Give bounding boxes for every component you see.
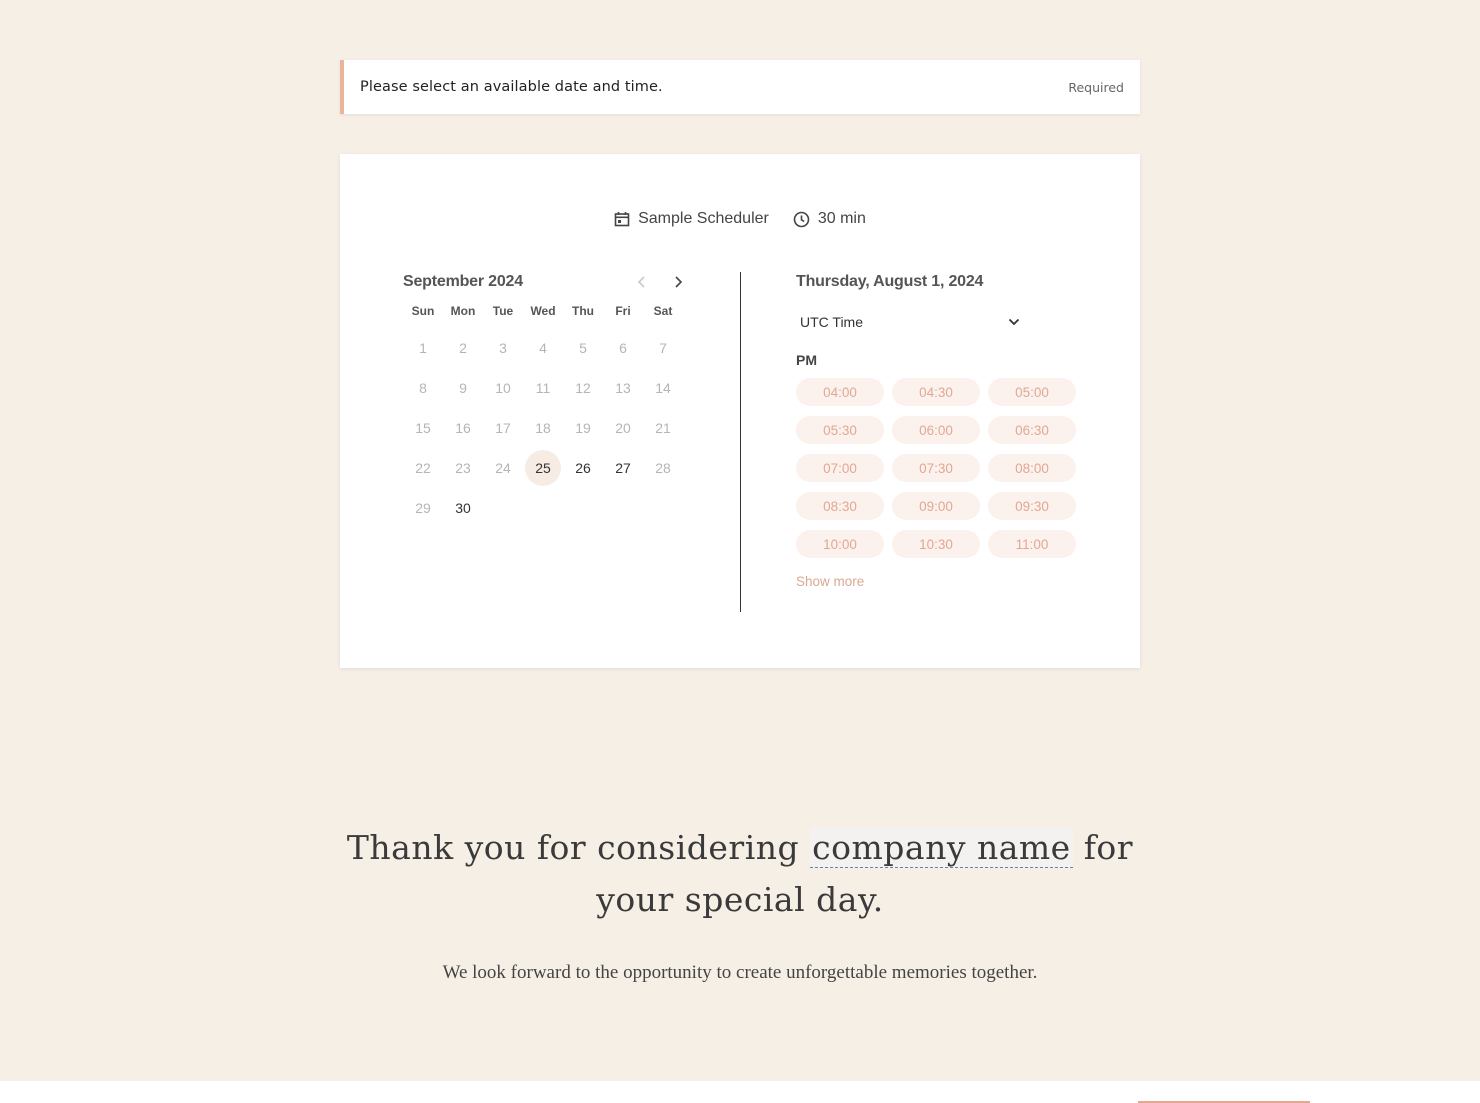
calendar-week — [403, 488, 693, 528]
scheduler-header — [340, 210, 1140, 228]
calendar-week — [403, 408, 693, 448]
calendar-day: 4 — [539, 340, 547, 356]
calendar — [403, 270, 693, 528]
footer-strip — [0, 1081, 1480, 1103]
thank-you-heading — [340, 822, 1140, 926]
weekday-label: Mon — [450, 304, 476, 318]
month-label: September 2024 — [403, 273, 523, 290]
time-slot-button[interactable]: 11:00 — [988, 530, 1076, 558]
calendar-day: 18 — [535, 420, 551, 436]
calendar-day: 3 — [499, 340, 507, 356]
weekday-label: Sat — [653, 304, 673, 318]
calendar-day[interactable]: 26 — [575, 460, 591, 476]
time-slot-button[interactable]: 07:00 — [796, 454, 884, 482]
duration-item — [793, 210, 866, 228]
next-month-button[interactable] — [667, 271, 689, 293]
time-slot-button[interactable]: 04:30 — [892, 378, 980, 406]
time-slot-button[interactable]: 05:00 — [988, 378, 1076, 406]
heading-text-end: for your special day. — [596, 828, 1134, 919]
time-slot-button[interactable]: 07:30 — [892, 454, 980, 482]
time-slot-button[interactable]: 06:00 — [892, 416, 980, 444]
calendar-day: 29 — [415, 500, 431, 516]
required-label: Required — [1068, 79, 1124, 95]
duration: 30 min — [817, 210, 866, 227]
calendar-day: 13 — [615, 380, 631, 396]
scheduler-name-item — [614, 210, 769, 228]
calendar-day[interactable]: 30 — [455, 500, 471, 516]
calendar-week — [403, 368, 693, 408]
selected-date-title: Thursday, August 1, 2024 — [796, 273, 984, 290]
calendar-day: 19 — [575, 420, 591, 436]
calendar-week — [403, 328, 693, 368]
time-slot-button[interactable]: 08:00 — [988, 454, 1076, 482]
time-slot-button[interactable]: 05:30 — [796, 416, 884, 444]
weekday-label: Wed — [530, 304, 556, 318]
weekday-label: Tue — [492, 304, 514, 318]
month-navigation — [631, 271, 689, 293]
thank-you-subtext: We look forward to the opportunity to create unforgettable memories together. — [442, 962, 1038, 983]
time-slot-button[interactable]: 09:00 — [892, 492, 980, 520]
calendar-day: 2 — [459, 340, 467, 356]
time-panel — [796, 270, 1096, 589]
time-slot-button[interactable]: 08:30 — [796, 492, 884, 520]
calendar-week — [403, 448, 693, 488]
time-slot-button[interactable]: 04:00 — [796, 378, 884, 406]
calendar-day: 6 — [619, 340, 627, 356]
previous-month-button[interactable] — [631, 271, 653, 293]
clock-icon — [793, 211, 810, 228]
scheduler-name: Sample Scheduler — [638, 210, 769, 227]
calendar-day: 23 — [455, 460, 471, 476]
weekday-label: Fri — [615, 304, 631, 318]
weekday-label: Thu — [572, 304, 594, 318]
calendar-day: 28 — [655, 460, 671, 476]
weekday-header — [403, 298, 693, 324]
timezone-select[interactable] — [796, 308, 1022, 336]
calendar-icon — [614, 211, 630, 227]
chevron-down-icon — [1008, 318, 1020, 326]
calendar-day: 15 — [415, 420, 431, 436]
calendar-day: 5 — [579, 340, 587, 356]
thank-you-section — [340, 822, 1140, 984]
calendar-day: 7 — [659, 340, 667, 356]
calendar-day: 20 — [615, 420, 631, 436]
calendar-header — [403, 270, 693, 294]
calendar-day: 17 — [495, 420, 511, 436]
calendar-day: 24 — [495, 460, 511, 476]
time-slot-grid — [796, 378, 1096, 558]
calendar-day: 22 — [415, 460, 431, 476]
time-slot-button[interactable]: 10:30 — [892, 530, 980, 558]
company-name-placeholder[interactable]: company name — [812, 828, 1071, 867]
calendar-day[interactable]: 27 — [615, 460, 631, 476]
calendar-day: 12 — [575, 380, 591, 396]
calendar-day: 21 — [655, 420, 671, 436]
panel-divider — [740, 272, 741, 612]
calendar-day: 9 — [459, 380, 467, 396]
calendar-day: 10 — [495, 380, 511, 396]
heading-text-start: Thank you for considering — [346, 828, 811, 867]
validation-notice — [340, 60, 1140, 114]
scheduler-card — [340, 154, 1140, 668]
calendar-day: 16 — [455, 420, 471, 436]
period-label: PM — [796, 352, 817, 368]
time-slot-button[interactable]: 09:30 — [988, 492, 1076, 520]
calendar-day: 8 — [419, 380, 427, 396]
time-slot-button[interactable]: 10:00 — [796, 530, 884, 558]
weekday-label: Sun — [411, 304, 435, 318]
chevron-left-icon — [637, 275, 647, 289]
notice-message: Please select an available date and time. — [360, 79, 663, 95]
timezone-value: UTC Time — [800, 314, 863, 330]
calendar-day[interactable]: 25 — [525, 450, 561, 486]
time-slot-button[interactable]: 06:30 — [988, 416, 1076, 444]
calendar-grid — [403, 328, 693, 528]
calendar-day: 11 — [535, 380, 551, 396]
show-more-link[interactable]: Show more — [796, 574, 865, 589]
calendar-day: 1 — [419, 340, 427, 356]
calendar-day: 14 — [655, 380, 671, 396]
chevron-right-icon — [673, 275, 683, 289]
